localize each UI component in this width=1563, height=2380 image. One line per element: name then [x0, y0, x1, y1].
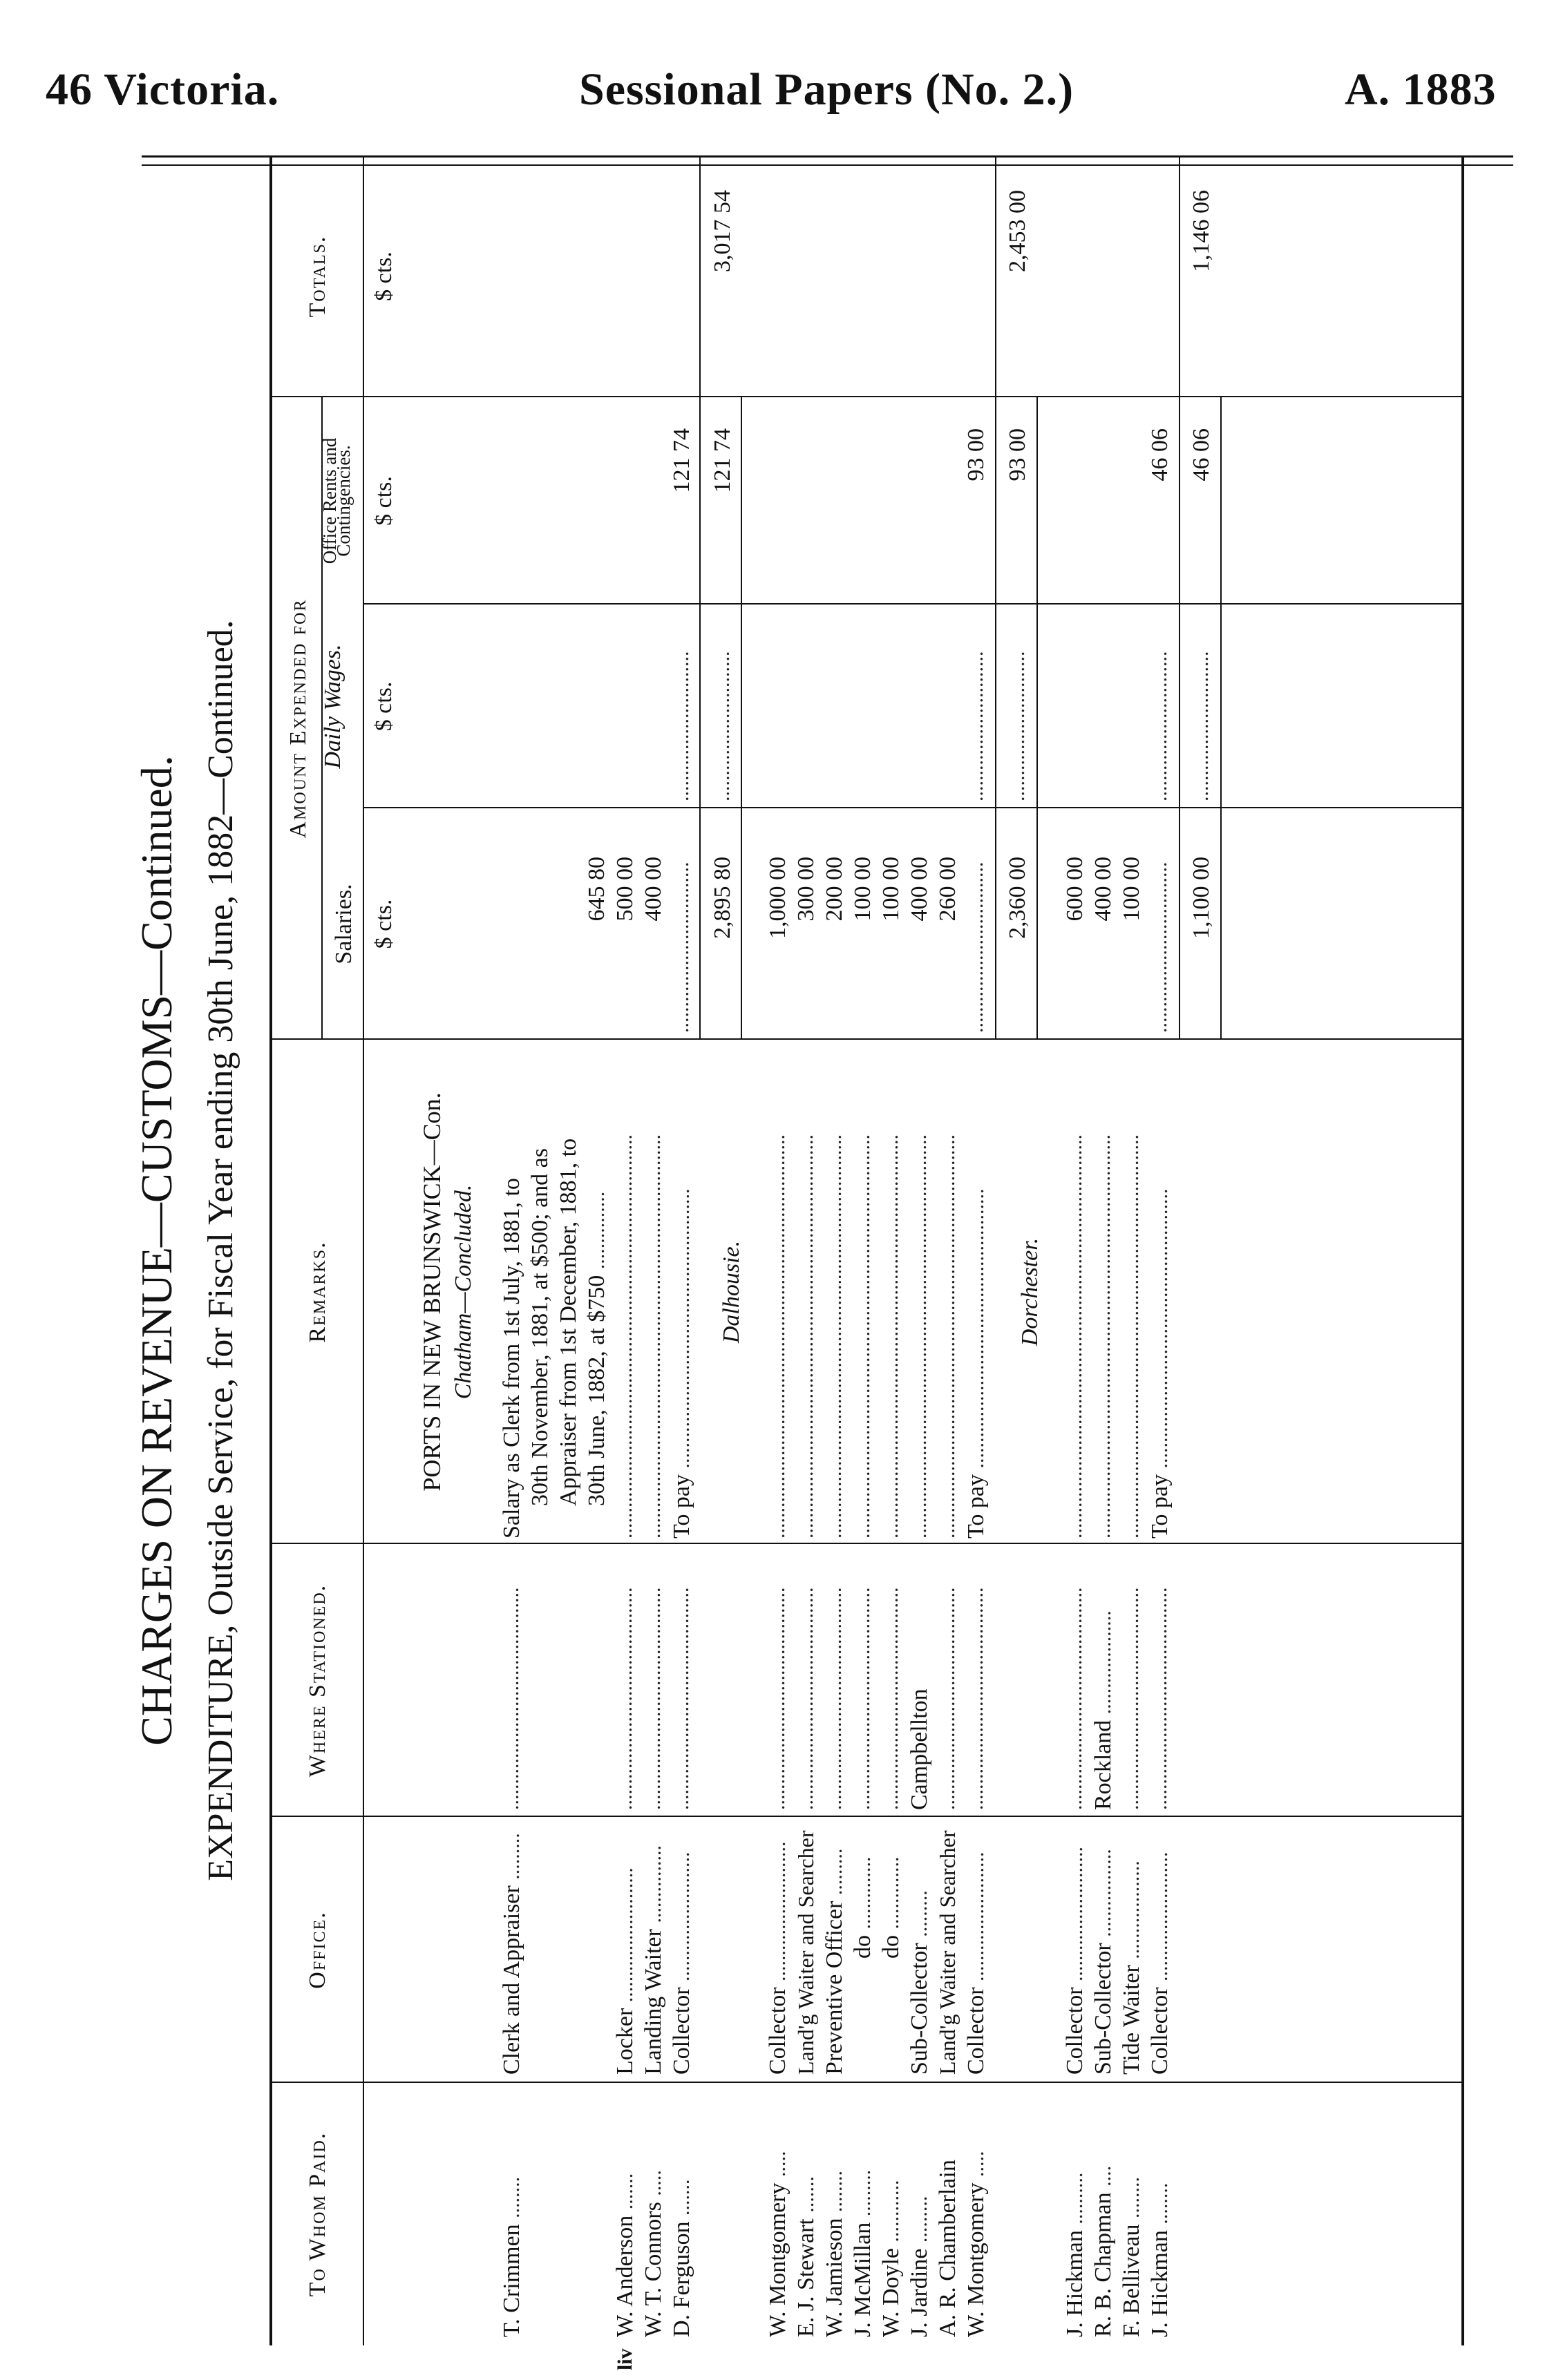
chatham-subtotal-rule	[699, 155, 701, 1040]
office-cell: Tide Waiter ...................	[1119, 1860, 1144, 2075]
remark-cell: To pay ......................................................	[1147, 1188, 1173, 1539]
office-cell: Collector .........................	[963, 1851, 989, 2075]
chatham-total-rule	[741, 397, 742, 1040]
where-cell: Rockland ....................	[1090, 1610, 1116, 1810]
rent-cell: 46 06	[1147, 428, 1173, 482]
office-cell: do ..............	[878, 1856, 904, 1959]
salary-cell: 400 00	[907, 857, 932, 922]
chatham-heading: Chatham—Concluded.	[451, 1184, 476, 1400]
table-title: CHARGES ON REVENUE—CUSTOMS—Continued.	[132, 755, 181, 1746]
margin-mark: liv	[614, 2348, 636, 2370]
dorchester-sub-wages-dots: .............................	[1190, 651, 1213, 801]
salary-cell: 100 00	[878, 857, 904, 922]
office-cell: Preventive Officer .........	[822, 1848, 847, 2075]
dalhousie-sub-wages-dots: .............................	[1006, 651, 1029, 801]
to-whom-cell: W. Jamieson ........	[822, 2170, 847, 2337]
office-cell: Locker ..........................	[612, 1867, 638, 2075]
where-dots: ...........................................	[614, 1587, 636, 1810]
remark-line-1: Salary as Clerk from 1st July, 1881, to	[499, 1178, 524, 1539]
remark-dots: ..............................................................................	[1063, 1134, 1086, 1539]
remark-dots: ..............................................................................	[1120, 1134, 1143, 1539]
col-header-office: Office.	[305, 1911, 330, 1989]
remark-line-4: 30th June, 1882, at $750 ...............	[584, 1191, 609, 1506]
remark-dots: ..............................................................................	[936, 1134, 959, 1539]
table-subtitle: EXPENDITURE, Outside Service, for Fiscal Year ending 30th June, 1882—Continued.	[201, 620, 240, 1881]
salary-dots: .................................	[670, 861, 693, 1033]
rent-cell: 121 74	[669, 428, 694, 493]
to-whom-cell: F. Belliveau ........	[1119, 2177, 1144, 2337]
office-cell: do ..............	[850, 1856, 875, 1959]
salary-cell: 600 00	[1062, 857, 1088, 922]
col-header-amount: Amount Expended for	[285, 598, 311, 839]
unit-totals: $ cts.	[371, 251, 397, 301]
col-sep-2	[269, 1816, 1461, 1817]
remark-line-3: Appraiser from 1st December, 1881, to	[556, 1138, 581, 1506]
col-sep-1	[269, 2082, 1461, 2083]
col-sep-5	[363, 807, 1461, 808]
to-whom-cell: W. Anderson .......	[612, 2173, 638, 2337]
wages-dots: .............................	[670, 651, 693, 801]
where-dots: ...........................................	[766, 1587, 789, 1810]
where-dots: ...........................................	[1063, 1587, 1086, 1810]
col-header-rents: Office Rents and Contingencies.	[319, 437, 354, 564]
to-whom-cell: W. T. Connors .....	[641, 2170, 666, 2337]
salary-dots: .................................	[1148, 861, 1171, 1033]
chatham-sub-wages-dots: .............................	[711, 651, 734, 801]
dorchester-sub-rent: 46 06	[1188, 428, 1214, 482]
to-whom-cell: T. Crimmen ........	[499, 2176, 524, 2337]
where-dots: ...........................................	[670, 1587, 693, 1810]
col-sep-7	[269, 396, 1461, 397]
remark-dots: ..............................................................................	[880, 1134, 902, 1539]
salary-cell: 400 00	[1090, 857, 1116, 922]
where-dots: ...........................................	[851, 1587, 874, 1810]
office-cell: Collector ...........................	[765, 1841, 790, 2075]
dorchester-sub-salary: 1,100 00	[1188, 857, 1214, 939]
dalhousie-total: 2,453 00	[1005, 190, 1030, 272]
unit-rents: $ cts.	[371, 476, 397, 526]
remark-dots: ..............................................................................	[614, 1134, 636, 1539]
unit-wages: $ cts.	[371, 681, 397, 732]
wages-dots: .............................	[1148, 651, 1171, 801]
dalhousie-subtotal-rule	[995, 155, 996, 1040]
salary-dots: .................................	[965, 861, 987, 1033]
where-dots: ...........................................	[936, 1587, 959, 1810]
dalhousie-sub-rent: 93 00	[1005, 428, 1030, 482]
col-header-remarks: Remarks.	[305, 1241, 330, 1343]
salary-cell: 300 00	[793, 857, 819, 922]
col-sep-3	[269, 1543, 1461, 1544]
col-sep-6	[363, 603, 1461, 604]
where-dots: ...........................................	[1120, 1587, 1143, 1810]
to-whom-cell: D. Ferguson .......	[669, 2179, 694, 2337]
dorchester-total-rule	[1220, 397, 1222, 1040]
header-sessional-papers: Sessional Papers (No. 2.)	[579, 64, 1074, 115]
remark-dots: ..............................................................................	[766, 1134, 789, 1539]
where-dots: ...........................................	[965, 1587, 987, 1810]
col-header-wages: Daily Wages.	[320, 644, 345, 769]
col-header-to-whom: To Whom Paid.	[305, 2131, 330, 2297]
remark-dots: ..............................................................................	[1092, 1134, 1115, 1539]
dorchester-subtotal-rule	[1179, 155, 1180, 1040]
office-cell: Land'g Waiter and Searcher	[793, 1830, 818, 2075]
where-dots: ...........................................	[880, 1587, 902, 1810]
remark-line-2: 30th November, 1881, at $500; and as	[527, 1148, 553, 1506]
office-cell: Collector .........................	[1147, 1851, 1173, 2075]
dalhousie-total-rule	[1036, 397, 1038, 1040]
dorchester-total: 1,146 06	[1188, 190, 1214, 272]
office-cell: Collector ..........................	[1062, 1846, 1088, 2075]
col-header-salaries: Salaries.	[331, 884, 357, 964]
where-dots: ...........................................	[823, 1587, 846, 1810]
section-heading: PORTS IN NEW BRUNSWICK—Con.	[418, 1092, 446, 1492]
where-cell: Campbellton	[907, 1688, 932, 1810]
where-dots: ...........................................	[1148, 1587, 1171, 1810]
dalhousie-heading: Dalhousie.	[719, 1240, 744, 1344]
header-bottom-rule	[363, 155, 364, 2345]
header-year: A. 1883	[1345, 64, 1497, 115]
salary-cell: 100 00	[850, 857, 875, 922]
to-whom-cell: J. Hickman ..........	[1062, 2172, 1088, 2337]
col-header-totals: Totals.	[305, 235, 330, 318]
remark-dots: ..............................................................................	[851, 1134, 874, 1539]
salary-cell: 100 00	[1119, 857, 1144, 922]
chatham-total: 3,017 54	[710, 190, 735, 272]
to-whom-cell: J. Hickman ........	[1147, 2182, 1173, 2337]
salary-cell: 645 80	[584, 857, 609, 922]
remark-dots: ..............................................................................	[795, 1134, 817, 1539]
header-volume: 46 Victoria.	[46, 64, 280, 115]
to-whom-cell: J. McMillan .........	[850, 2169, 875, 2337]
remark-cell: To pay ......................................................	[669, 1188, 694, 1539]
remark-dots: ..............................................................................	[642, 1134, 665, 1539]
frame-top	[269, 155, 272, 2345]
rotated-table	[124, 155, 1461, 2370]
office-cell: Collector .........................	[669, 1851, 694, 2075]
salary-cell: 400 00	[641, 857, 666, 922]
chatham-sub-rent: 121 74	[710, 428, 735, 493]
where-dots: ...........................................	[795, 1587, 817, 1810]
salary-cell: 500 00	[612, 857, 638, 922]
to-whom-cell: W. Montgomery .....	[963, 2151, 989, 2337]
to-whom-cell: W. Montgomery .....	[765, 2151, 790, 2337]
salary-cell: 200 00	[822, 857, 847, 922]
to-whom-cell: E. J. Stewart .......	[793, 2176, 819, 2337]
col-header-where: Where Stationed.	[305, 1583, 330, 1778]
chatham-sub-salary: 2,895 80	[710, 857, 735, 939]
to-whom-cell: W. Doyle ............	[878, 2180, 904, 2337]
salary-cell: 1,000 00	[765, 857, 790, 939]
where-dots: ...........................................	[500, 1587, 523, 1810]
office-cell: Sub-Collector .........	[907, 1890, 932, 2075]
unit-salaries: $ cts.	[371, 899, 397, 949]
to-whom-cell: A. R. Chamberlain	[935, 2160, 960, 2337]
office-cell: Clerk and Appraiser .........	[499, 1833, 524, 2075]
dalhousie-sub-salary: 2,360 00	[1005, 857, 1030, 939]
wages-dots: .............................	[965, 651, 987, 801]
remark-dots: ..............................................................................	[908, 1134, 931, 1539]
frame-bottom	[1461, 155, 1464, 2345]
where-dots: ...........................................	[642, 1587, 665, 1810]
dorchester-heading: Dorchester.	[1017, 1237, 1043, 1346]
office-cell: Landing Waiter ...............	[641, 1845, 666, 2075]
salary-cell: 260 00	[935, 857, 960, 922]
remark-cell: To pay ......................................................	[963, 1188, 989, 1539]
office-cell: Sub-Collector .................	[1090, 1849, 1116, 2075]
rent-cell: 93 00	[963, 428, 989, 482]
to-whom-cell: R. B. Chapman ....	[1090, 2165, 1116, 2337]
remark-dots: ..............................................................................	[823, 1134, 846, 1539]
office-cell: Land'g Waiter and Searcher	[935, 1830, 960, 2075]
to-whom-cell: J. Jardine .........	[907, 2196, 932, 2337]
